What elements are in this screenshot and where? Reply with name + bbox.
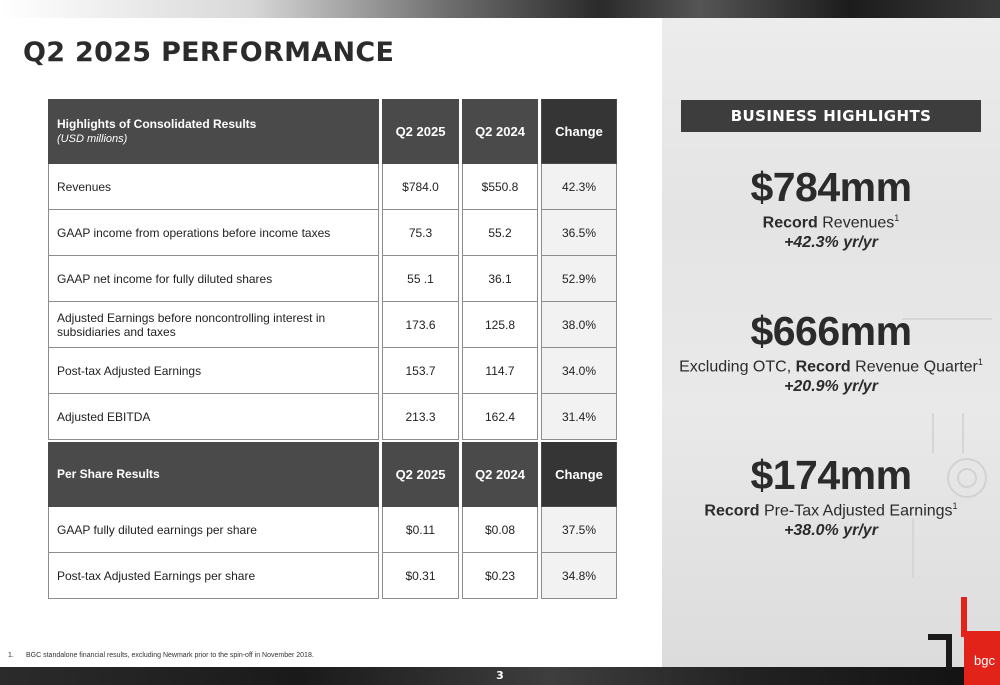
cell-q2-2025: 55 .1 — [382, 256, 459, 302]
metric-desc-bold: Record — [704, 502, 760, 520]
cell-q2-2025: $784.0 — [382, 164, 459, 210]
metric-description — [662, 357, 1000, 376]
row-label: GAAP income from operations before income taxes — [48, 210, 379, 256]
metric-value: $666mm — [750, 308, 912, 354]
consolidated-results-table — [45, 99, 620, 440]
row-label: GAAP fully diluted earnings per share — [48, 507, 379, 553]
footnote — [8, 652, 314, 659]
column-header-q2-2024: Q2 2024 — [462, 442, 538, 507]
column-header-change: Change — [541, 442, 617, 507]
row-label: GAAP net income for fully diluted shares — [48, 256, 379, 302]
column-header-change: Change — [541, 99, 617, 164]
row-label: Adjusted Earnings before noncontrolling interest in subsidiaries and taxes — [48, 302, 379, 348]
metric-description — [662, 213, 1000, 232]
cell-q2-2025: 173.6 — [382, 302, 459, 348]
footnote-marker: 1 — [952, 501, 958, 511]
table-header-row — [48, 99, 617, 164]
business-highlights-banner: BUSINESS HIGHLIGHTS — [681, 100, 981, 132]
decorative-line — [962, 413, 964, 453]
row-label: Adjusted EBITDA — [48, 394, 379, 440]
table-row — [48, 256, 617, 302]
column-header-q2-2025: Q2 2025 — [382, 99, 459, 164]
metric-desc-rest: Revenue Quarter — [850, 358, 978, 376]
metric-growth: +42.3% yr/yr — [784, 234, 878, 252]
cell-q2-2024: 125.8 — [462, 302, 538, 348]
metric-desc-bold: Record — [762, 214, 818, 232]
table-header-subtitle: (USD millions) — [57, 133, 128, 145]
table-row — [48, 302, 617, 348]
highlight-metric — [662, 164, 1000, 252]
metric-description — [662, 501, 1000, 520]
highlight-metric — [662, 308, 1000, 396]
table-row — [48, 348, 617, 394]
top-decorative-band — [0, 0, 1000, 18]
table-header-title-cell — [48, 99, 379, 164]
cell-q2-2024: 114.7 — [462, 348, 538, 394]
metric-desc-rest: Pre-Tax Adjusted Earnings — [759, 502, 953, 520]
footnote-number: 1. — [8, 652, 14, 659]
cell-q2-2025: 213.3 — [382, 394, 459, 440]
cell-q2-2024: 55.2 — [462, 210, 538, 256]
cell-change: 36.5% — [541, 210, 617, 256]
cell-change: 34.8% — [541, 553, 617, 599]
page-title: Q2 2025 PERFORMANCE — [23, 37, 395, 68]
column-header-q2-2025: Q2 2025 — [382, 442, 459, 507]
table-row — [48, 553, 617, 599]
cell-change: 34.0% — [541, 348, 617, 394]
logo-black-bar — [946, 634, 952, 670]
cell-q2-2024: $0.23 — [462, 553, 538, 599]
metric-growth: +20.9% yr/yr — [784, 378, 878, 396]
cell-q2-2024: $550.8 — [462, 164, 538, 210]
metric-desc-prefix: Excluding OTC, — [679, 358, 796, 376]
cell-q2-2024: 162.4 — [462, 394, 538, 440]
decorative-line — [932, 413, 934, 453]
table-row — [48, 164, 617, 210]
page-number: 3 — [496, 669, 504, 682]
cell-q2-2025: $0.31 — [382, 553, 459, 599]
table-row — [48, 394, 617, 440]
table-header-title: Per Share Results — [48, 442, 379, 507]
row-label: Revenues — [48, 164, 379, 210]
table-row — [48, 210, 617, 256]
cell-q2-2025: 75.3 — [382, 210, 459, 256]
per-share-results-table — [45, 442, 620, 599]
cell-change: 52.9% — [541, 256, 617, 302]
metric-growth: +38.0% yr/yr — [784, 522, 878, 540]
cell-q2-2024: $0.08 — [462, 507, 538, 553]
footnote-marker: 1 — [977, 357, 983, 367]
cell-change: 42.3% — [541, 164, 617, 210]
column-header-q2-2024: Q2 2024 — [462, 99, 538, 164]
cell-q2-2025: $0.11 — [382, 507, 459, 553]
metric-value: $784mm — [750, 164, 912, 210]
cell-q2-2025: 153.7 — [382, 348, 459, 394]
metric-desc-rest: Revenues — [817, 214, 895, 232]
highlight-metric — [662, 452, 1000, 540]
row-label: Post-tax Adjusted Earnings per share — [48, 553, 379, 599]
table-row — [48, 507, 617, 553]
row-label: Post-tax Adjusted Earnings — [48, 348, 379, 394]
metric-desc-bold: Record — [795, 358, 851, 376]
table-header-title: Highlights of Consolidated Results — [57, 117, 257, 131]
footnote-marker: 1 — [894, 213, 900, 223]
footnote-text: BGC standalone financial results, excluding Newmark prior to the spin-off in November 2018. — [26, 652, 314, 659]
cell-q2-2024: 36.1 — [462, 256, 538, 302]
metric-value: $174mm — [750, 452, 912, 498]
bgc-logo — [928, 597, 1000, 685]
table-header-row — [48, 442, 617, 507]
logo-red-crossbar — [961, 631, 1000, 637]
logo-text: bgc — [974, 653, 995, 668]
cell-change: 31.4% — [541, 394, 617, 440]
cell-change: 38.0% — [541, 302, 617, 348]
cell-change: 37.5% — [541, 507, 617, 553]
